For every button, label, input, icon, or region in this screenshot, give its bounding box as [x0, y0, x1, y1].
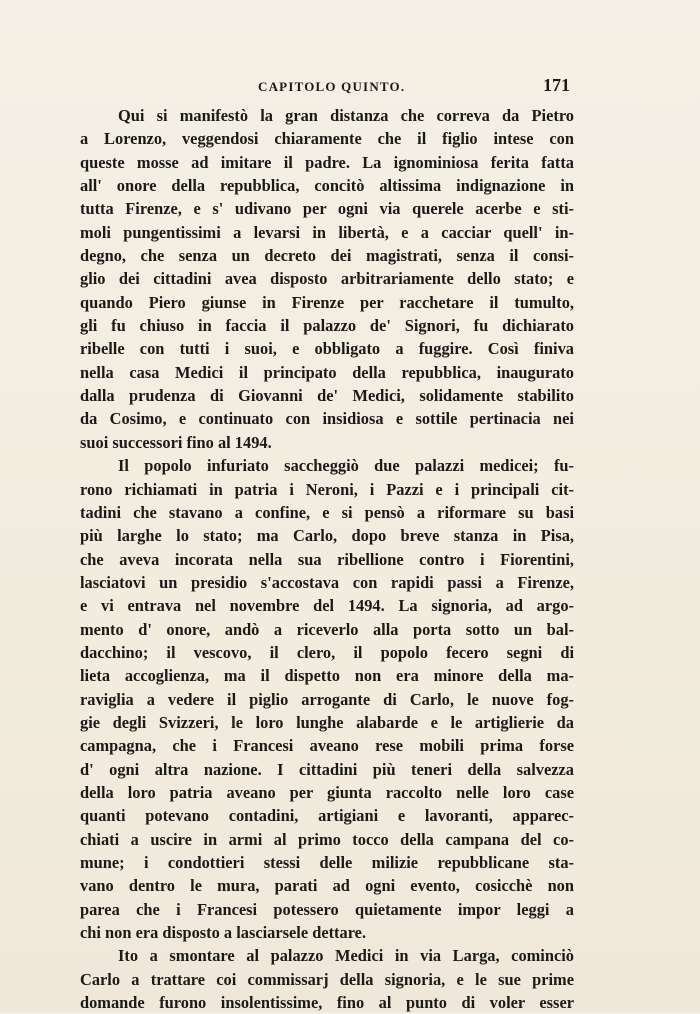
text-line: dalla prudenza di Giovanni de' Medici, solidamente stabilito	[80, 386, 574, 406]
text-line: queste mosse ad imitare il padre. La ignominiosa ferita fatta	[80, 152, 574, 172]
text-line: gli fu chiuso in faccia il palazzo de' Signori, fu dichiarato	[80, 316, 574, 336]
text-line: domande furono insolentissime, fino al punto di voler esser	[80, 993, 574, 1013]
text-line: lieta accoglienza, ma il dispetto non era minore della ma-	[80, 666, 574, 686]
text-line: mento d' onore, andò a riceverlo alla porta sotto un bal-	[80, 619, 574, 639]
text-line: Il popolo infuriato saccheggiò due palazzi medicei; fu-	[118, 456, 574, 476]
text-line: e vi entrava nel novembre del 1494. La signoria, ad argo-	[80, 596, 574, 616]
text-line: glio dei cittadini avea disposto arbitrariamente dello stato; e	[80, 269, 574, 289]
text-line: della loro patria aveano per giunta raccolto nelle loro case	[80, 782, 574, 802]
text-line: parea che i Francesi potessero quietamente impor leggi a	[80, 899, 574, 919]
text-line: quando Piero giunse in Firenze per racchetare il tumulto,	[80, 292, 574, 312]
text-line: che aveva incorata nella sua ribellione contro i Fiorentini,	[80, 549, 574, 569]
text-line: gie degli Svizzeri, le loro lunghe alabarde e le artiglierie da	[80, 712, 574, 732]
text-line: chi non era disposto a lasciarsele dettare.	[80, 923, 367, 943]
text-line: più larghe lo stato; ma Carlo, dopo breve stanza in Pisa,	[80, 526, 574, 546]
text-line: nella casa Medici il principato della repubblica, inaugurato	[80, 362, 574, 382]
text-line: tutta Firenze, e s' udivano per ogni via querele acerbe e sti-	[80, 199, 574, 219]
text-line: campagna, che i Francesi aveano rese mobili prima forse	[80, 736, 574, 756]
text-line: chiati a uscire in armi al primo tocco della campana del co-	[80, 829, 574, 849]
text-line: quanti potevano contadini, artigiani e lavoranti, apparec-	[80, 806, 574, 826]
text-line: vano dentro le mura, parati ad ogni evento, cosicchè non	[80, 876, 574, 896]
text-line: moli pungentissimi a levarsi in libertà, e a cacciar quell' in-	[80, 222, 574, 242]
text-line: d' ogni altra nazione. I cittadini più teneri della salvezza	[80, 759, 574, 779]
body-text	[80, 104, 574, 1014]
text-line: tadini che stavano a confine, e si pensò a riformare su basi	[80, 502, 574, 522]
text-line: mune; i condottieri stessi delle milizie repubblicane sta-	[80, 853, 574, 872]
text-line: raviglia a vedere il piglio arrogante di Carlo, le nuove fog-	[80, 689, 574, 709]
text-line: all' onore della repubblica, concitò altissima indignazione in	[80, 176, 574, 196]
text-line: degno, che senza un decreto dei magistrati, senza il consi-	[80, 246, 574, 266]
text-line: dacchino; il vescovo, il clero, il popolo fecero segni di	[80, 642, 574, 662]
running-head: CAPITOLO QUINTO.	[258, 79, 406, 94]
text-line: Qui si manifestò la gran distanza che correva da Pietro	[118, 106, 574, 125]
text-line: rono richiamati in patria i Neroni, i Pazzi e i principali cit-	[80, 479, 574, 499]
text-line: lasciatovi un presidio s'accostava con rapidi passi a Firenze,	[80, 572, 574, 592]
page-number: 171	[543, 75, 570, 95]
text-line: Ito a smontare al palazzo Medici in via Larga, cominciò	[118, 946, 574, 966]
text-line: ribelle con tutti i suoi, e obbligato a fuggire. Così finiva	[80, 339, 574, 359]
text-line: suoi successori fino al 1494.	[80, 432, 272, 452]
page-header	[80, 77, 574, 99]
text-line: da Cosimo, e continuato con insidiosa e sottile pertinacia nei	[80, 409, 574, 429]
text-line: Carlo a trattare coi commissarj della signoria, e le sue prime	[80, 969, 574, 989]
text-line: a Lorenzo, veggendosi chiaramente che il figlio intese con	[80, 129, 574, 149]
